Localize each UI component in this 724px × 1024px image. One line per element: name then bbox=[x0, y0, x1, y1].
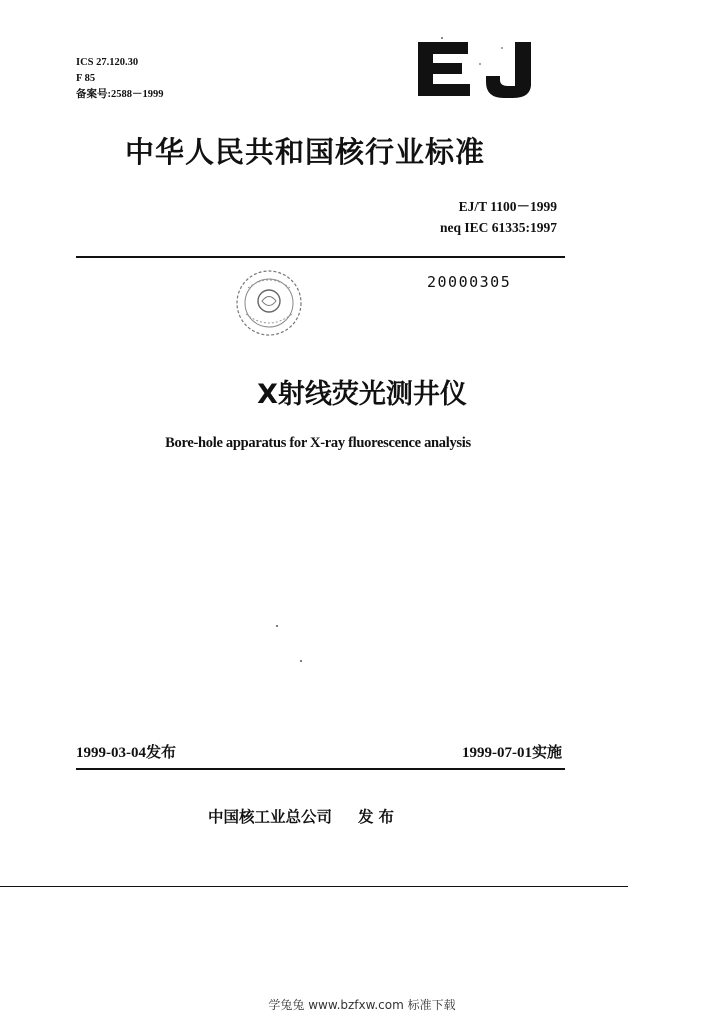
ministry-title: 中华人民共和国核行业标准 bbox=[125, 135, 486, 169]
ics-code: ICS 27.120.30 bbox=[76, 57, 139, 68]
implementation-date: 1999-07-01实施 bbox=[462, 745, 562, 761]
library-seal bbox=[234, 268, 304, 338]
equivalence-note: neq IEC 61335:1997 bbox=[439, 220, 557, 235]
bottom-rule bbox=[0, 886, 628, 887]
classification-block bbox=[76, 55, 164, 103]
standard-number-block bbox=[395, 196, 557, 238]
receipt-stamp-code: 20000305 bbox=[427, 273, 512, 291]
publisher-line bbox=[208, 805, 399, 827]
scan-speck bbox=[300, 660, 302, 662]
standard-number: EJ/T 1100－1999 bbox=[458, 199, 557, 214]
document-title-chinese: X射线荧光测井仪 bbox=[257, 379, 467, 410]
publisher-name: 中国核工业总公司 bbox=[208, 808, 333, 826]
footer-watermark: 学兔兔 www.bzfxw.com 标准下载 bbox=[268, 998, 456, 1012]
publisher-action: 发布 bbox=[358, 808, 400, 826]
ej-logo bbox=[412, 34, 547, 100]
document-title-english: Bore-hole apparatus for X-ray fluorescence analysis bbox=[165, 435, 471, 451]
dates-rule bbox=[76, 768, 565, 770]
scan-speck bbox=[276, 625, 278, 627]
ccs-code: F 85 bbox=[76, 73, 96, 84]
header-rule bbox=[76, 256, 565, 258]
issue-date: 1999-03-04发布 bbox=[76, 745, 176, 761]
filing-number: 备案号:2588－1999 bbox=[76, 89, 164, 100]
